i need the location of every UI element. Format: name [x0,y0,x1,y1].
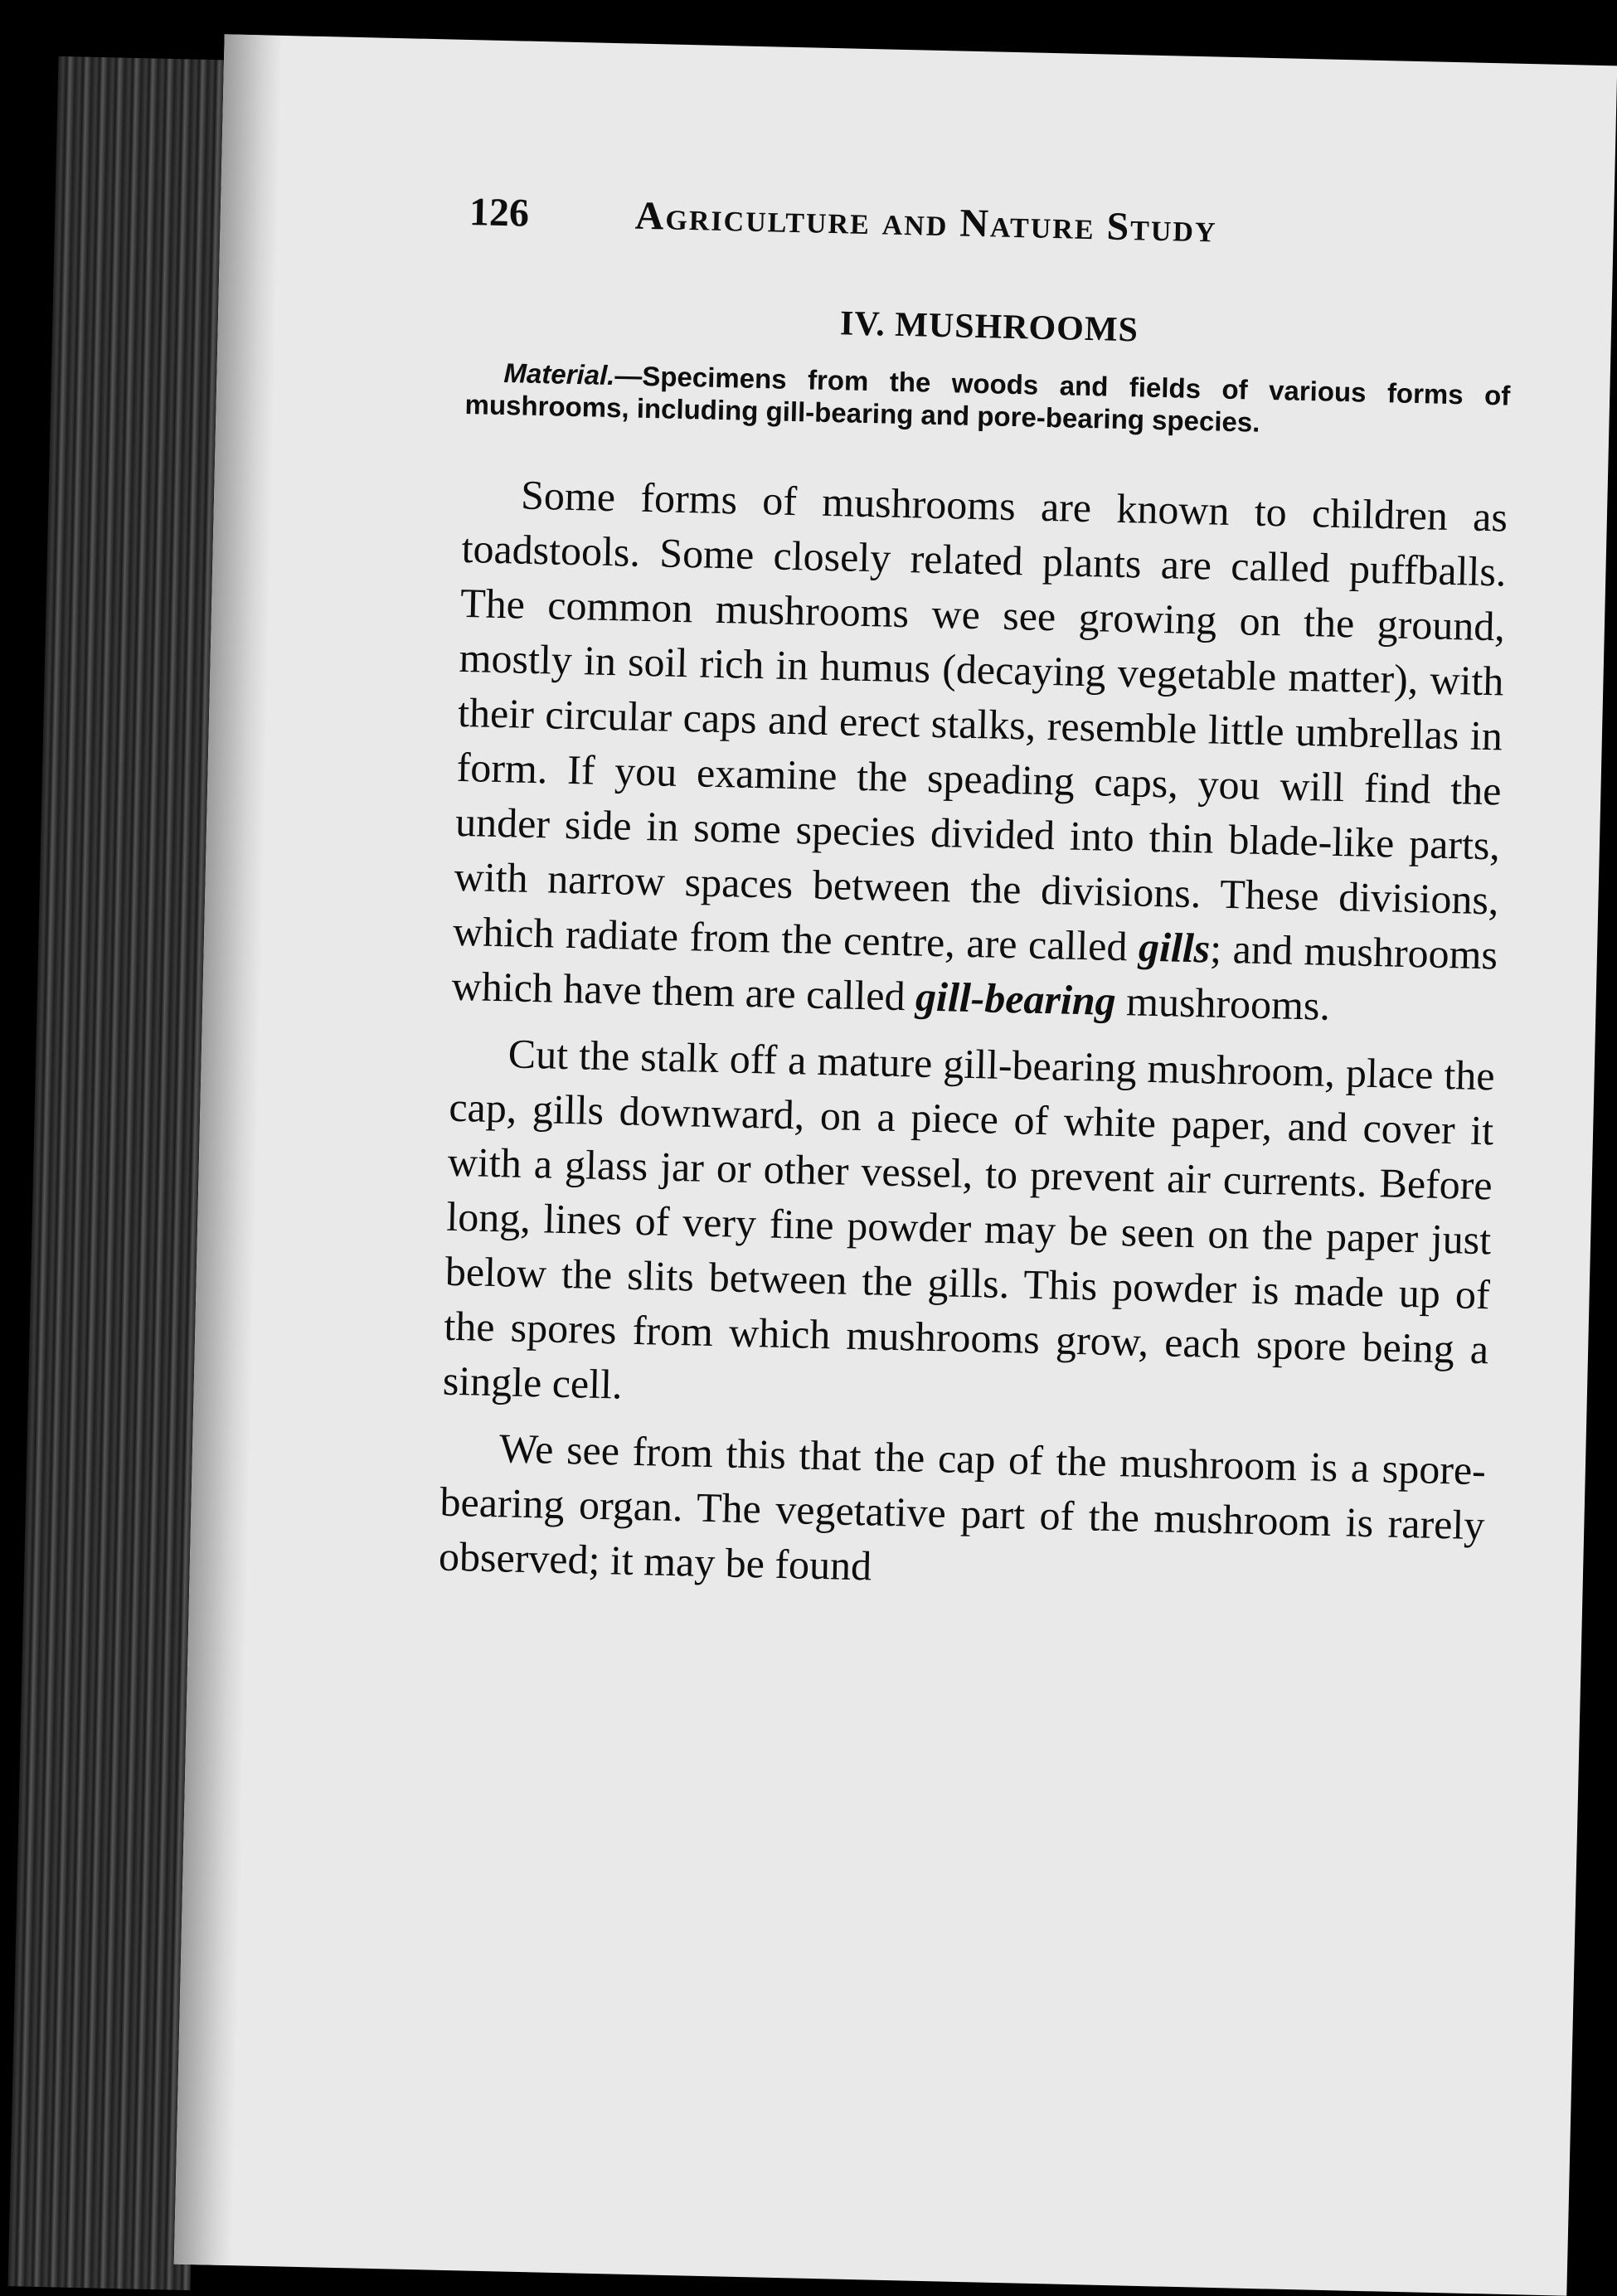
paragraph-1 [451,466,1508,1036]
book-page [174,34,1617,2295]
paragraph-1-part-2: ; and mushrooms which have them are called [451,925,1498,1020]
page-number: 126 [469,190,530,235]
material-text: —Specimens from the woods and fields of various forms of mushrooms, including gill-bearing and pore-bearing species. [464,360,1511,438]
paragraph-1-part-1: Some forms of mushrooms are known to children as toadstools. Some closely related plants are called puffballs. The common mushrooms we see growing on the ground, mostly in soil rich in humus (decaying vegetable matter), with their circular caps and erect stalks, resemble little umbrellas in form. If you examine the speading caps, you will find the under side in some species divided into thin blade-like parts, with narrow spaces between the divisions. These divisions, which radiate from the centre, are called [452,471,1508,970]
paragraph-2: Cut the stalk off a mature gill-bearing mushroom, place the cap, gills downward, on a piece of white paper, and cover it with a glass jar or other vessel, to prevent air currents. Before long, lines of very fine powder may be seen on the paper just below the slits between the gills. This powder is made up of the spores from which mushrooms grow, each spore being a single cell. [442,1030,1496,1408]
section-heading: IV. MUSHROOMS [839,304,1139,350]
paragraph-3: We see from this that the cap of the mushroom is a spore-bearing organ. The vegetative part of the mushroom is rarely observed; it may be found [438,1425,1487,1590]
running-head [469,189,1514,279]
paragraph-1-part-3: mushrooms. [1115,977,1331,1029]
text-block [438,189,1514,1607]
material-note [464,357,1510,444]
term-gills: gills [1138,923,1211,972]
book-title: Agriculture and Nature Study [634,193,1218,251]
material-label: Material. [503,357,615,391]
term-gill-bearing: gill-bearing [915,973,1117,1024]
